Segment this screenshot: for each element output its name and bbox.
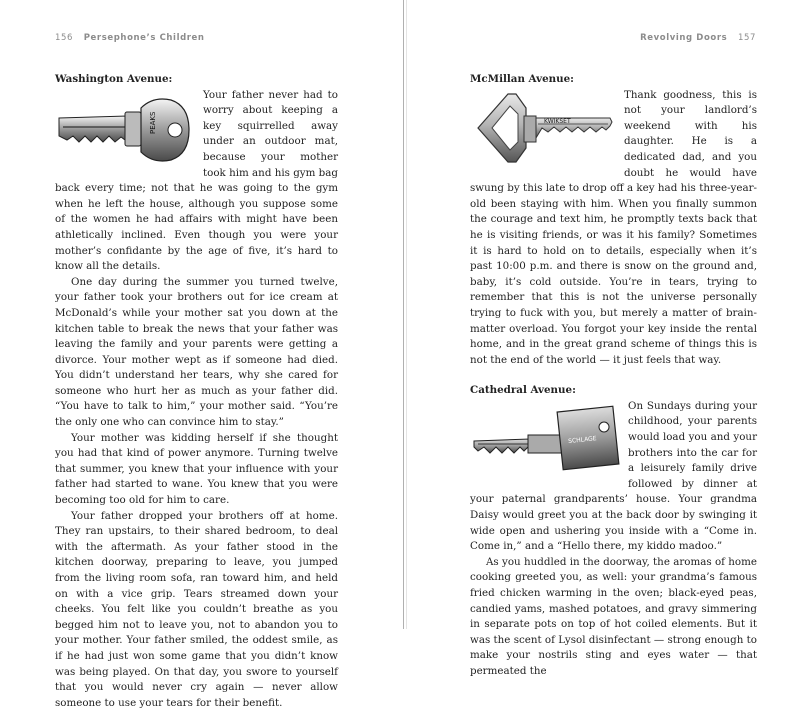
right-section2-paragraph-1: On Sundays during your childhood, your parents would load you and your brothers into the car for a leisurely family drive followed by dinner at your paternal grandparents’ house. Your grandma Daisy would greet you at the back door by swinging it wide open and ushering you inside with a “Come in. Come in,” and a “Hello there, my kiddo madoo.” <box>470 399 757 553</box>
door-key-image-2 <box>470 90 616 166</box>
right-text-block <box>470 72 757 680</box>
left-paragraph-3: Your mother was kidding herself if she thought you had that kind of power anymore. Turning twelve that summer, you knew that your influence with your father had started to wane. You knew that you were becoming too old for him to care. <box>55 431 338 507</box>
left-paragraph-1: Your father never had to worry about keeping a key squirrelled away under an outdoor mat, because your mother took him and his gym bag back every time; not that he was going to the gym when he left the house, although you suppose some of the women he had affairs with might have been athletically inclined. Even though you were your mother’s confidante by the age of five, it’s hard to know all the details. <box>55 88 338 273</box>
chapter-title: Revolving Doors <box>640 33 728 43</box>
key-brand-label-3: SCHLAGE <box>567 435 597 445</box>
right-running-head <box>640 33 756 43</box>
section-title-cathedral: Cathedral Avenue: <box>470 384 576 397</box>
section-title-washington: Washington Avenue: <box>55 73 173 85</box>
left-page-number: 156 <box>55 33 74 43</box>
key-brand-label-1: PEAKS <box>149 111 157 134</box>
left-paragraph-4: Your father dropped your brothers off at home. They ran upstairs, to their shared bedroom, to deal with the aftermath. As your father stood in the kitchen doorway, preparing to leave, you jumped from the living room sofa, ran toward him, and held on with a vice grip. Tears streamed down your cheeks. You felt like you couldn’t breathe as you begged him not to leave you, not to abandon you to your mother. Your father smiled, the oddest smile, as if he had just won some game that you didn’t know was being played. On that day, you swore to yourself that you would never cry again — never allow someone to use your tears for their benefit. <box>55 509 338 709</box>
door-key-image-3 <box>470 401 620 477</box>
right-page <box>405 0 810 677</box>
left-page <box>0 0 403 709</box>
right-section1-paragraph-1: Thank goodness, this is not your landlord’s weekend with his daughter. He is a dedicated dad, and you doubt he would have swung by this late to drop off a key had his three-year-old been staying with him. When you finally summon the courage and text him, he promptly texts back that he is visiting friends, or was it his family? Sometimes it is hard to hold on to details, especially when it’s past 10:00 p.m. and there is snow on the ground and, baby, it’s cold outside. You’re in tears, trying to remember that this is not the universe personally trying to fuck with you, but merely a matter of brain-matter overload. You forgot your key inside the rental home, and in the great grand scheme of things this is not the end of the world — it just feels that way. <box>470 88 757 366</box>
key-brand-label-2: KWIKSET <box>544 117 571 125</box>
door-key-image-1 <box>55 90 195 170</box>
right-section2-paragraph-2: As you huddled in the doorway, the aromas of home cooking greeted you, as well: your grandma’s famous fried chicken warming in the oven; black-eyed peas, candied yams, mashed potatoes, and gravy simmering in separate pots on top of hot coiled elements. But it was the scent of Lysol disinfectant — strong enough to make your nostrils sting and eyes water — that permeated the <box>470 555 757 677</box>
left-paragraph-2: One day during the summer you turned twelve, your father took your brothers out for ice cream at McDonald’s while your mother sat you down at the kitchen table to break the news that your father was leaving the family and your parents were getting a divorce. Your mother wept as if someone had died. You didn’t understand her tears, why she cared for someone who hurt her as much as your father did. “You have to talk to him,” your mother said. “You’re the only one who can convince him to stay.” <box>55 275 338 429</box>
left-text-block <box>55 72 338 711</box>
page-gutter <box>403 0 404 629</box>
section-title-mcmillan: McMillan Avenue: <box>470 73 574 85</box>
book-title: Persephone’s Children <box>83 33 205 43</box>
right-page-number: 157 <box>737 33 756 43</box>
left-running-head <box>55 33 205 43</box>
